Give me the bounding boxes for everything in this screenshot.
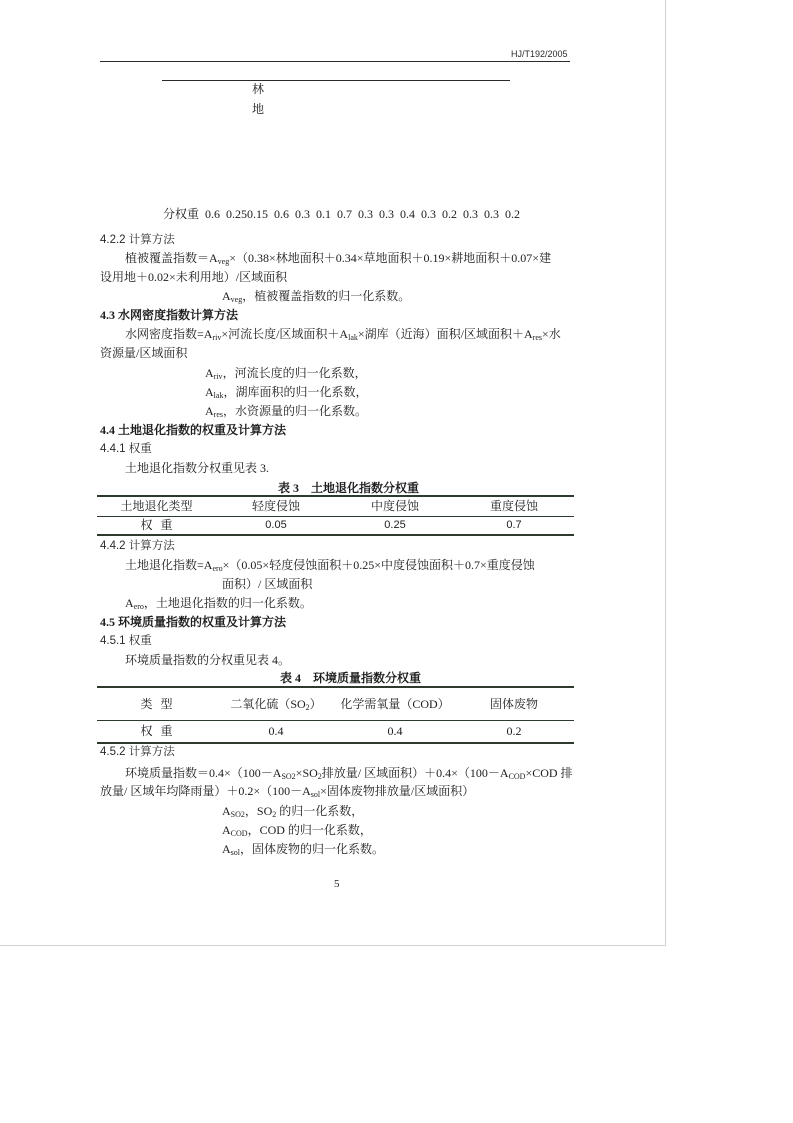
- coefficient-subscript: riv: [213, 372, 223, 381]
- formula-subscript: 2: [317, 772, 322, 781]
- coefficient-subscript: sol: [230, 848, 241, 857]
- formula-text: ×（0.38×林地面积＋0.34×草地面积＋0.19×耕地面积＋0.07×建: [229, 251, 552, 265]
- environment-quality-formula-continued: [100, 784, 474, 799]
- table-cell: 0.25: [336, 517, 454, 536]
- header-rule: [100, 61, 570, 62]
- table-3-header-row: [97, 495, 574, 517]
- vegetation-index-formula-continued: 设用地＋0.02×未利用地）/区域面积: [100, 270, 288, 284]
- water-network-formula-continued: 资源量/区域面积: [100, 346, 188, 360]
- coefficient-subscript: res: [213, 410, 223, 419]
- formula-text: 放量/ 区域年均降雨量）＋0.2×（100－A: [100, 784, 311, 798]
- table-header-cell: 土地退化类型: [97, 495, 216, 517]
- section-4-5-1-heading: 4.5.1 权重: [100, 635, 152, 647]
- coefficient-description: ，固体废物的归一化系数。: [240, 842, 385, 856]
- river-coefficient-note: [205, 366, 367, 381]
- formula-subscript: COD: [508, 772, 526, 781]
- coefficient-subscript: COD: [230, 829, 248, 838]
- weight-row-values: 0.6 0.250.15 0.6 0.3 0.1 0.7 0.3 0.3 0.4 0.3 0.2 0.3 0.3 0.2: [205, 207, 521, 221]
- table-4-header-row: [97, 686, 574, 721]
- coefficient-symbol: A: [222, 842, 231, 856]
- coefficient-description: ，COD 的归一化系数，: [247, 823, 372, 837]
- coefficient-description: ，湖库面积的归一化系数，: [223, 385, 368, 399]
- coefficient-symbol: A: [125, 596, 134, 610]
- formula-text: ×湖库（近海）面积/区域面积＋A: [357, 327, 533, 341]
- table-row-label: 权 重: [97, 721, 216, 744]
- formula-text: 土地退化指数=A: [125, 558, 213, 572]
- section-4-4-heading: 4.4 土地退化指数的权重及计算方法: [100, 423, 287, 437]
- coefficient-subscript: ero: [133, 602, 144, 611]
- formula-text: ×水: [542, 327, 561, 341]
- weight-row-label: 分权重: [163, 207, 200, 221]
- table-4: [97, 686, 574, 744]
- land-degradation-formula-continued: 面积）/ 区域面积: [222, 577, 313, 591]
- coefficient-symbol: A: [205, 366, 214, 380]
- section-4-2-2-heading: 4.2.2 计算方法: [100, 234, 175, 246]
- table-cell: 0.05: [216, 517, 336, 536]
- table-cell: 0.4: [336, 721, 454, 744]
- so2-coefficient-note: [222, 804, 363, 819]
- coefficient-subscript: SO2: [230, 810, 245, 819]
- water-resource-coefficient-note: [205, 404, 367, 419]
- vegetation-coefficient-note: [222, 289, 410, 304]
- table-2-weight-row: [163, 207, 520, 221]
- coefficient-description: ，SO: [244, 804, 273, 818]
- coefficient-description: 的归一化系数，: [276, 804, 364, 818]
- environment-quality-formula: [125, 766, 573, 781]
- section-4-5-heading: 4.5 环境质量指数的权重及计算方法: [100, 615, 287, 629]
- formula-text: ×（0.05×轻度侵蚀面积＋0.25×中度侵蚀面积＋0.7×重度侵蚀: [222, 558, 535, 572]
- table-2-column-label-char: 林: [252, 82, 265, 96]
- formula-subscript: sol: [310, 790, 321, 799]
- formula-text: ×COD 排: [525, 766, 573, 780]
- table-4-weight-row: [97, 721, 574, 744]
- formula-text: ×SO: [295, 766, 318, 780]
- coefficient-subscript: lak: [213, 391, 224, 400]
- table-3-caption: [278, 481, 419, 495]
- coefficient-symbol: A: [205, 385, 214, 399]
- land-degradation-formula: [125, 558, 535, 573]
- formula-text: 水网密度指数=A: [125, 327, 213, 341]
- section-4-4-2-heading: 4.4.2 计算方法: [100, 540, 175, 552]
- cod-coefficient-note: [222, 823, 372, 838]
- document-code: HJ/T192/2005: [511, 49, 568, 59]
- table-header-cell: 固体废物: [454, 686, 574, 721]
- coefficient-symbol: A: [222, 804, 231, 818]
- caption-label: 表 4: [280, 671, 302, 685]
- coefficient-symbol: A: [222, 823, 231, 837]
- section-4-5-1-text: 环境质量指数的分权重见表 4。: [125, 653, 291, 667]
- section-4-3-heading: 4.3 水网密度指数计算方法: [100, 308, 239, 322]
- table-3-weight-row: [97, 517, 574, 536]
- vegetation-index-formula: [125, 251, 551, 266]
- table-header-cell: 轻度侵蚀: [216, 495, 336, 517]
- table-3: [97, 495, 574, 536]
- table-2-column-label-char: 地: [252, 102, 265, 116]
- coefficient-subscript: 2: [272, 810, 277, 819]
- solid-waste-coefficient-note: [222, 842, 384, 857]
- coefficient-description: ，植被覆盖指数的归一化系数。: [242, 289, 411, 303]
- caption-title: 环境质量指数分权重: [313, 671, 422, 685]
- coefficient-symbol: A: [205, 404, 214, 418]
- formula-subscript: lak: [348, 333, 358, 342]
- section-4-4-1-heading: 4.4.1 权重: [100, 443, 152, 455]
- table-cell: 0.4: [216, 721, 336, 744]
- formula-subscript: ero: [212, 564, 223, 573]
- section-4-5-2-heading: 4.5.2 计算方法: [100, 746, 175, 758]
- formula-subscript: SO2: [281, 772, 296, 781]
- formula-text: ×河流长度/区域面积＋A: [221, 327, 349, 341]
- table-header-cell: 化学需氧量（COD）: [336, 686, 454, 721]
- header-text: ）: [309, 697, 322, 711]
- coefficient-description: ，河流长度的归一化系数，: [222, 366, 367, 380]
- lake-coefficient-note: [205, 385, 367, 400]
- caption-title: 土地退化指数分权重: [311, 481, 420, 495]
- formula-text: 环境质量指数＝0.4×（100－A: [125, 766, 282, 780]
- formula-text: ×固体废物排放量/区域面积）: [320, 784, 475, 798]
- formula-text: 植被覆盖指数＝A: [125, 251, 218, 265]
- header-text: 二氧化硫（SO: [230, 697, 306, 711]
- caption-label: 表 3: [278, 481, 300, 495]
- table-header-cell: 重度侵蚀: [454, 495, 574, 517]
- coefficient-description: ，土地退化指数的归一化系数。: [143, 596, 312, 610]
- erosion-coefficient-note: [125, 596, 312, 611]
- table-header-cell: [216, 686, 336, 721]
- page-number: 5: [334, 878, 340, 890]
- header-subscript: 2: [305, 703, 310, 712]
- table-row-label: 权 重: [97, 517, 216, 536]
- formula-text: 排放量/ 区域面积）＋0.4×（100－A: [321, 766, 509, 780]
- table-cell: 0.7: [454, 517, 574, 536]
- table-header-cell: 中度侵蚀: [336, 495, 454, 517]
- coefficient-symbol: A: [222, 289, 231, 303]
- water-network-formula: [125, 327, 561, 342]
- coefficient-description: ，水资源量的归一化系数。: [223, 404, 368, 418]
- formula-subscript: riv: [212, 333, 222, 342]
- formula-subscript: veg: [217, 257, 230, 266]
- coefficient-subscript: veg: [230, 295, 243, 304]
- section-4-4-1-text: 土地退化指数分权重见表 3.: [125, 461, 270, 475]
- table-4-caption: [280, 671, 421, 685]
- table-header-cell: 类 型: [97, 686, 216, 721]
- formula-subscript: res: [532, 333, 542, 342]
- table-cell: 0.2: [454, 721, 574, 744]
- table-2-rule: [162, 80, 510, 81]
